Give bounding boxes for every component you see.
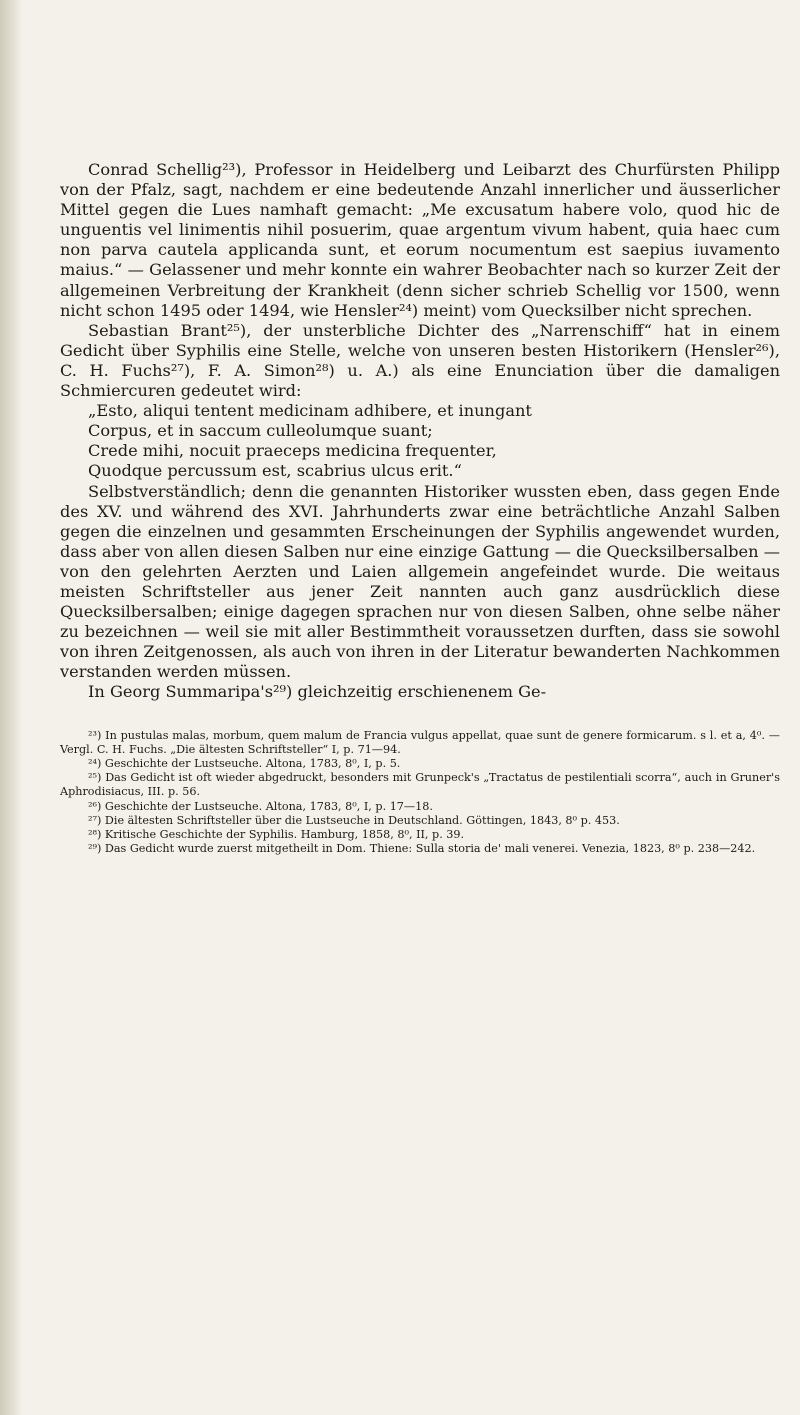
- latin-poem: [88, 401, 780, 481]
- footnote-28: ²⁸) Kritische Geschichte der Syphilis. Hamburg, 1858, 8⁰, II, p. 39.: [88, 827, 465, 841]
- footnote-27: ²⁷) Die ältesten Schriftsteller über die Lustseuche in Deutschland. Göttingen, 1843, 8⁰ p. 453.: [88, 813, 620, 827]
- paragraph-brant: Sebastian Brant²⁵), der unsterbliche Dichter des „Narrenschiff“ hat in einem Gedicht über Syphilis eine Stelle, welche von unseren besten Historikern (Hensler²⁶), C. H. Fuchs²⁷), F. A. Simon²⁸) u. A.) als eine Enunciation über die damaligen Schmiercuren gedeutet wird:: [60, 320, 780, 401]
- poem-line: Quodque percussum est, scabrius ulcus erit.“: [88, 461, 462, 481]
- paragraph-selbstverstaendlich: Selbstverständlich; denn die genannten Historiker wussten eben, dass gegen Ende des XV. und während des XVI. Jahrhunderts zwar eine beträchtliche Anzahl Salben gegen die einzelnen und gesammten Erscheinungen der Syphilis angewendet wurden, dass aber von allen diesen Salben nur eine einzige Gattung — die Quecksilbersalben — von den gelehrten Aerzten und Laien allgemein angefeindet wurde. Die weitaus meisten Schriftsteller aus jener Zeit nannten auch ganz ausdrücklich diese Quecksilbersalben; einige dagegen sprachen nur von diesen Salben, ohne selbe näher zu bezeichnen — weil sie mit aller Bestimmtheit voraussetzen durften, dass sie sowohl von ihren Zeitgenossen, als auch von ihren in der Literatur bewanderten Nachkommen verstanden werden müssen.: [60, 481, 780, 682]
- footnote-25: ²⁵) Das Gedicht ist oft wieder abgedruckt, besonders mit Grunpeck's „Tractatus de pestilentiali scorra“, auch in Gruner's Aphrodisiacus, III. p. 56.: [60, 771, 780, 799]
- footnote-26: ²⁶) Geschichte der Lustseuche. Altona, 1783, 8⁰, I, p. 17—18.: [88, 799, 433, 813]
- page-binding-edge: [0, 0, 22, 1415]
- footnote-24: ²⁴) Geschichte der Lustseuche. Altona, 1783, 8⁰, I, p. 5.: [88, 756, 401, 770]
- book-page: [60, 160, 780, 856]
- poem-line: „Esto, aliqui tentent medicinam adhibere, et inungant: [88, 401, 532, 421]
- paragraph-schellig: Conrad Schellig²³), Professor in Heidelberg und Leibarzt des Churfürsten Philipp von der Pfalz, sagt, nachdem er eine bedeutende Anzahl innerlicher und äusserlicher Mittel gegen die Lues namhaft gemacht: „Me excusatum habere volo, quod hic de unguentis vel linimentis nihil posuerim, quae argentum vivum habent, quia haec cum non parva cautela applicanda sunt, et eorum nocumentum est saepius iuvamento maius.“ — Gelassener und mehr konnte ein wahrer Beobachter nach so kurzer Zeit der allgemeinen Verbreitung der Krankheit (denn sicher schrieb Schellig vor 1500, wenn nicht schon 1495 oder 1494, wie Hensler²⁴) meint) vom Quecksilber nicht sprechen.: [60, 160, 780, 320]
- footnote-29: ²⁹) Das Gedicht wurde zuerst mitgetheilt in Dom. Thiene: Sulla storia de' mali venerei. Venezia, 1823, 8⁰ p. 238—242.: [88, 842, 756, 856]
- paragraph-summaripa: In Georg Summaripa's²⁹) gleichzeitig erschienenem Ge-: [88, 682, 547, 702]
- poem-line: Crede mihi, nocuit praeceps medicina frequenter,: [88, 441, 497, 461]
- footnotes: [60, 729, 780, 857]
- footnote-23: ²³) In pustulas malas, morbum, quem malum de Francia vulgus appellat, quae sunt de genere formicarum. s l. et a, 4⁰. — Vergl. C. H. Fuchs. „Die ältesten Schriftsteller“ I, p. 71—94.: [60, 728, 780, 756]
- poem-line: Corpus, et in saccum culleolumque suant;: [88, 421, 433, 441]
- main-text: [60, 160, 780, 703]
